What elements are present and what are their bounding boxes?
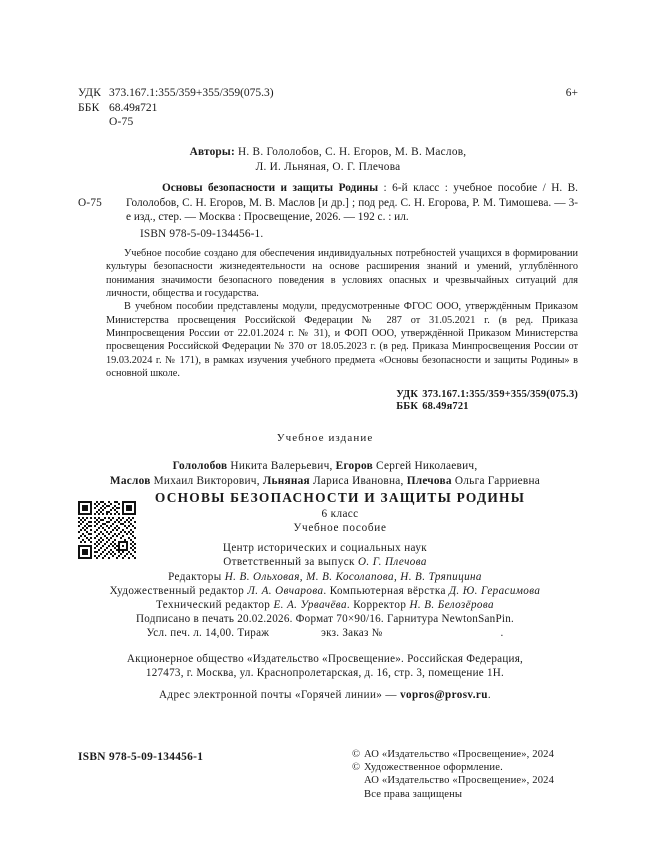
given-lnyanaya: Лариса Ивановна, — [309, 475, 407, 488]
isbn-line — [126, 227, 578, 242]
biblio-rest: : 6-й класс : учебное пособие / Н. В. Гололобов, С. Н. Егоров, М. В. Маслов [и др.] ; под ред. С. Н. Егорова, Р. М. Тимошева. — 3-е изд., стер. — Москва : Просвещение, 2026. — 192 с. : ил. — [126, 182, 578, 224]
shelf-mark-top: О-75 — [109, 116, 134, 129]
bbk-repeat-row — [396, 401, 578, 413]
full-names-line-2 — [40, 474, 610, 489]
print-run-label: Усл. печ. л. 14,00. Тираж — [146, 627, 270, 640]
tech-editor-tail: . Корректор — [346, 599, 410, 612]
biblio-paragraph — [126, 181, 578, 225]
copyright-row-1 — [352, 748, 554, 761]
surname-plechova: Плечова — [406, 475, 452, 488]
bbk-repeat-value: 68.49я721 — [422, 401, 469, 413]
given-gololobov: Никита Валерьевич, — [227, 460, 336, 472]
age-rating-badge: 6+ — [565, 87, 578, 99]
art-editor-tail: . Компьютерная вёрстка — [323, 584, 449, 597]
copyright-text-3: АО «Издательство «Просвещение», 2024 — [364, 775, 555, 787]
order-label: экз. Заказ № — [321, 627, 383, 640]
shelf-mark-biblio: О-75 — [78, 196, 103, 209]
print-data-line-1: Подписано в печать 20.02.2026. Формат 70×90/16. Гарнитура NewtonSanPin. — [135, 613, 515, 625]
udk-label: УДК — [78, 87, 102, 99]
udk-repeat-value: 373.167.1:355/359+355/359(075.3) — [422, 389, 578, 400]
copyright-text-4: Все права защищены — [364, 788, 463, 800]
classification-repeat-block — [396, 389, 578, 414]
udk-repeat-label: УДК — [396, 389, 419, 400]
full-author-names — [40, 459, 610, 490]
responsible-label: Ответственный за выпуск — [223, 556, 358, 569]
credits-editors — [30, 570, 620, 584]
copyright-row-3 — [352, 774, 554, 787]
edition-kind: Учебное пособие — [293, 522, 387, 534]
publisher-line-2: 127473, г. Москва, ул. Краснопролетарская, д. 16, стр. 3, помещение 1Н. — [145, 667, 505, 680]
art-editor-label: Художественный редактор — [109, 584, 248, 597]
annotation-paragraph-1: Учебное пособие создано для обеспечения индивидуальных потребностей учащихся в формировании культуры безопасности жизнедеятельности на основе расширения знаний и умений, углублённого понимания значимости безопасного поведения в условиях опасных и чрезвычайных ситуаций для личности, общества и государства. — [106, 248, 578, 300]
copyright-icon-2: © — [352, 762, 361, 774]
print-data-block — [30, 612, 620, 641]
full-names-line-1 — [40, 459, 610, 474]
given-egorov: Сергей Николаевич, — [372, 460, 478, 472]
isbn-footer-label: ISBN — [78, 751, 106, 763]
print-data-line-2 — [30, 626, 620, 640]
edition-grade: 6 класс — [321, 508, 359, 520]
bibliographic-description — [78, 181, 578, 241]
layout-name: Д. Ю. Герасимова — [448, 584, 541, 597]
biblio-body — [126, 181, 578, 225]
authors-line-2: Л. И. Льняная, О. Г. Плечова — [255, 161, 401, 174]
editors-label: Редакторы — [168, 570, 225, 583]
bbk-row — [78, 101, 578, 116]
udk-value: 373.167.1:355/359+355/359(075.3) — [109, 87, 274, 99]
authors-names-1: Н. В. Гололобов, С. Н. Егоров, М. В. Маслов, — [237, 146, 467, 158]
edition-heading: Учебное издание — [276, 432, 374, 444]
bbk-value: 68.49я721 — [109, 101, 158, 114]
bbk-label: ББК — [78, 101, 100, 114]
tech-editor-label: Технический редактор — [156, 599, 274, 612]
bbk-repeat-label: ББК — [396, 401, 419, 413]
classification-block — [78, 86, 578, 130]
print-data-tail: . — [500, 627, 504, 640]
surname-egorov: Егоров — [335, 460, 373, 472]
copyright-block — [352, 748, 554, 801]
hotline-line — [30, 689, 620, 701]
edition-title: ОСНОВЫ БЕЗОПАСНОСТИ И ЗАЩИТЫ РОДИНЫ — [154, 490, 526, 505]
given-maslov: Михаил Викторович, — [150, 475, 263, 488]
credits-art-editor — [30, 584, 620, 598]
art-editor-name: Л. А. Овчарова — [247, 584, 324, 597]
hotline-label: Адрес электронной почты «Горячей линии» — — [158, 689, 401, 701]
isbn-value: 978-5-09-134456-1. — [169, 227, 264, 240]
surname-maslov: Маслов — [109, 475, 151, 488]
udk-row — [78, 86, 578, 101]
publisher-block — [30, 652, 620, 681]
isbn-footer-value: 978-5-09-134456-1 — [108, 751, 204, 763]
given-plechova: Ольга Гарриевна — [451, 475, 541, 488]
udk-repeat-row — [396, 389, 578, 401]
credits-tech-editor — [30, 598, 620, 612]
authors-label: Авторы: — [189, 146, 235, 158]
annotation-block — [106, 247, 578, 380]
hotline-tail: . — [487, 689, 491, 701]
responsible-name: О. Г. Плечова — [357, 556, 427, 569]
isbn-footer — [78, 751, 203, 763]
publisher-line-1: Акционерное общество «Издательство «Просвещение». Российская Федерация, — [126, 653, 524, 665]
credits-block — [30, 541, 620, 612]
tech-editor-name: Е. А. Урвачёва — [273, 599, 347, 612]
isbn-label: ISBN — [140, 227, 167, 240]
credits-responsible — [30, 555, 620, 569]
authors-line-1 — [78, 145, 578, 160]
copyright-row-2 — [352, 761, 554, 774]
authors-block — [78, 145, 578, 176]
surname-lnyanaya: Льняная — [262, 475, 310, 488]
biblio-title: Основы безопасности и защиты Родины — [162, 182, 379, 194]
copyright-icon-1: © — [352, 749, 361, 760]
copyright-text-2: Художественное оформление. — [364, 762, 503, 774]
surname-gololobov: Гололобов — [172, 460, 228, 472]
proofreader-name: Н. В. Белозёрова — [409, 599, 494, 612]
copyright-row-4 — [352, 788, 554, 801]
editors-names: Н. В. Ольховая, М. В. Косолапова, Н. В. Тряпицина — [224, 570, 482, 583]
annotation-paragraph-2: В учебном пособии представлены модули, предусмотренные ФГОС ООО, утверждённым Приказом Министерства просвещения Российской Федерации № 287 от 31.05.2021 г. (в ред. Приказа Минпросвещения России от 22.01.2024 г. № 31), и ФОП ООО, утверждённой Приказом Министерства просвещения Российской Федерации № 370 от 18.05.2023 г. (в ред. Приказа Минпросвещения России от 19.03.2024 г. № 171), в рамках изучения учебного предмета «Основы безопасности и защиты Родины» в основной школе. — [106, 301, 578, 380]
credits-center: Центр исторических и социальных наук — [222, 542, 428, 554]
hotline-email[interactable]: vopros@prosv.ru — [400, 689, 488, 701]
copyright-text-1: АО «Издательство «Просвещение», 2024 — [364, 749, 555, 760]
